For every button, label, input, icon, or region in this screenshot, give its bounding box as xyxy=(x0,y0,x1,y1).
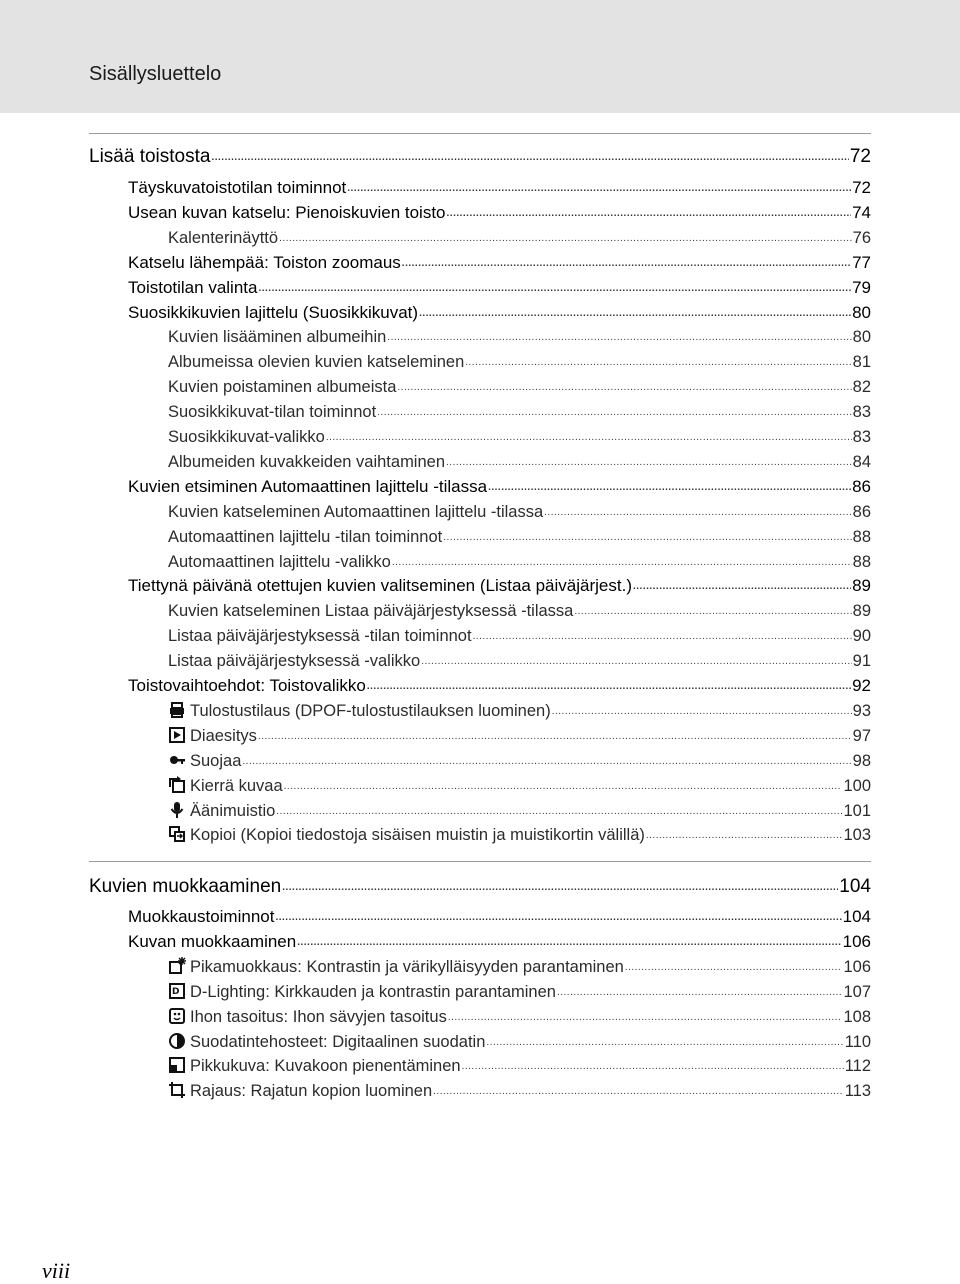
toc-entry-title xyxy=(168,502,543,522)
dot-leader xyxy=(465,356,851,370)
toc-subsection-entry[interactable] xyxy=(168,423,871,447)
dot-leader xyxy=(284,780,843,794)
toc-entry-title xyxy=(168,552,391,572)
toc-section-entry[interactable] xyxy=(128,928,871,952)
toc-subsection-entry[interactable] xyxy=(168,821,871,845)
dot-leader xyxy=(544,506,852,520)
toc-entry-text: Tulostustilaus (DPOF-tulostustilauksen luominen) xyxy=(190,701,551,720)
quick-retouch-icon xyxy=(168,957,186,975)
toc-page-number: 113 xyxy=(844,1082,871,1101)
toc-entry-text: Kuvien katseleminen Automaattinen lajittelu -tilassa xyxy=(168,502,544,521)
toc-entry-text: Listaa päiväjärjestyksessä -tilan toiminnot xyxy=(168,627,472,646)
toc-entry-title xyxy=(168,402,376,422)
toc-page-number: 91 xyxy=(852,652,871,671)
toc-entry-text: Suosikkikuvien lajittelu (Suosikkikuvat) xyxy=(128,302,419,322)
toc-page-number: 112 xyxy=(844,1057,871,1076)
toc-entry-title xyxy=(128,253,401,273)
dot-leader xyxy=(279,232,852,246)
toc-entry-text: Suojaa xyxy=(190,751,242,770)
toc-entry-title xyxy=(168,1032,485,1052)
toc-entry-title xyxy=(89,877,281,897)
dot-leader xyxy=(443,531,851,545)
toc-entry-title xyxy=(89,147,210,167)
dot-leader xyxy=(646,829,843,843)
toc-entry-title xyxy=(168,626,472,646)
toc-page-number: 77 xyxy=(852,252,871,272)
toc-entry-text: Rajaus: Rajatun kopion luominen xyxy=(190,1082,433,1101)
toc-page-number: 83 xyxy=(852,403,871,422)
toc-entry-text: Kuvien muokkaaminen xyxy=(89,876,282,897)
toc-page-number: 107 xyxy=(843,982,871,1001)
dot-leader xyxy=(387,331,851,345)
toc-page-number: 104 xyxy=(839,876,871,897)
toc-page-number: 104 xyxy=(842,907,871,926)
toc-subsection-entry[interactable] xyxy=(168,1028,871,1052)
toc-page-number: 88 xyxy=(852,527,871,546)
toc-page-number: 97 xyxy=(852,726,871,745)
toc-subsection-entry[interactable] xyxy=(168,1003,871,1027)
dot-leader xyxy=(258,730,852,744)
dot-leader xyxy=(447,207,852,221)
toc-subsection-entry[interactable] xyxy=(168,597,871,621)
dot-leader xyxy=(473,630,852,644)
print-order-icon xyxy=(168,701,186,719)
toc-entry-text: Automaattinen lajittelu -tilan toiminnot xyxy=(168,527,443,546)
toc-page-number: 100 xyxy=(843,776,871,795)
dot-leader xyxy=(377,406,851,420)
toc-entry-text: Albumeiden kuvakkeiden vaihtaminen xyxy=(168,452,446,471)
toc-page-number: 83 xyxy=(852,428,871,446)
dot-leader xyxy=(552,705,852,719)
toc-subsection-entry[interactable] xyxy=(168,697,871,721)
toc-subsection-entry[interactable] xyxy=(168,373,871,397)
dot-leader xyxy=(275,911,841,925)
toc-entry-title xyxy=(128,203,446,223)
toc-entry-title xyxy=(128,576,632,596)
toc-entry-text: Pikamuokkaus: Kontrastin ja värikylläisyyden parantaminen xyxy=(190,957,624,976)
toc-page-number: 80 xyxy=(852,328,871,347)
microphone-icon xyxy=(168,801,186,819)
toc-entry-text: Kuvien lisääminen albumeihin xyxy=(168,328,387,347)
section-divider xyxy=(89,133,871,134)
toc-entry-title xyxy=(168,601,573,621)
toc-entry-text: Kopioi (Kopioi tiedostoja sisäisen muistin ja muistikortin välillä) xyxy=(190,826,645,845)
dot-leader xyxy=(421,655,851,669)
section-divider xyxy=(89,861,871,862)
toc-subsection-entry[interactable] xyxy=(168,323,871,347)
toc-subsection-entry[interactable] xyxy=(168,747,871,771)
toc-entry-title xyxy=(128,178,346,198)
toc-entry-text: Äänimuistio xyxy=(190,801,276,820)
toc-entry-text: Albumeissa olevien kuvien katseleminen xyxy=(168,353,465,372)
toc-entry-title xyxy=(168,1056,461,1076)
toc-entry-text: Katselu lähempää: Toiston zoomaus xyxy=(128,252,401,272)
dot-leader xyxy=(462,1060,844,1074)
d-lighting-icon xyxy=(168,982,186,1000)
dot-leader xyxy=(211,151,848,165)
toc-entry-text: Toistovaihtoehdot: Toistovalikko xyxy=(128,676,366,695)
toc-page-number: 72 xyxy=(852,178,871,197)
toc-subsection-entry[interactable] xyxy=(168,722,871,746)
toc-page-number: 88 xyxy=(852,552,871,571)
toc-entry-text: Tiettynä päivänä otettujen kuvien valitseminen (Listaa päiväjärjest.) xyxy=(128,576,632,596)
toc-entry-title xyxy=(168,726,257,746)
page-title: Sisällysluettelo xyxy=(89,63,222,85)
toc-entry-text: Muokkaustoiminnot xyxy=(128,907,275,926)
page-header xyxy=(0,0,960,113)
toc-page-number: 93 xyxy=(852,701,871,720)
toc-entry-title xyxy=(128,278,257,298)
toc-entry-title xyxy=(168,651,420,671)
page-number: viii xyxy=(42,1258,71,1283)
dot-leader xyxy=(392,556,852,570)
toc-subsection-entry[interactable] xyxy=(168,622,871,646)
skin-softening-icon xyxy=(168,1007,186,1025)
dot-leader xyxy=(347,182,851,196)
toc-section-entry[interactable] xyxy=(128,249,871,273)
toc-entry-text: Kierrä kuvaa xyxy=(190,776,283,795)
toc-entry-title xyxy=(128,477,487,497)
toc-page-number: 84 xyxy=(852,452,871,471)
toc-entry-text: Toistotilan valinta xyxy=(128,277,258,297)
toc-entry-title xyxy=(168,776,283,796)
toc-page-number: 89 xyxy=(852,576,871,596)
toc-entry-text: Automaattinen lajittelu -valikko xyxy=(168,552,391,571)
toc-page-number: 106 xyxy=(842,931,871,951)
toc-entry-text: Kuvien poistaminen albumeista xyxy=(168,378,397,397)
svg-text:D: D xyxy=(172,986,180,997)
toc-page-number: 98 xyxy=(852,751,871,770)
copy-icon xyxy=(168,825,186,843)
toc-subsection-entry[interactable] xyxy=(168,978,871,1002)
slideshow-icon xyxy=(168,726,186,744)
toc-entry-text: Pikkukuva: Kuvakoon pienentäminen xyxy=(190,1057,461,1076)
toc-entry-title xyxy=(128,676,366,696)
toc-entry-title xyxy=(168,327,386,347)
toc-entry-title xyxy=(128,303,418,323)
toc-entry-text: Kuvien etsiminen Automaattinen lajittelu -tilassa xyxy=(128,476,488,496)
toc-page-number: 74 xyxy=(852,202,871,222)
toc-page-number: 90 xyxy=(852,627,871,646)
toc-page-number: 72 xyxy=(849,146,871,167)
toc-entry-text: Diaesitys xyxy=(190,726,257,745)
toc-subsection-entry[interactable] xyxy=(168,548,871,572)
toc-subsection-entry[interactable] xyxy=(168,523,871,547)
toc-entry-title xyxy=(168,377,396,397)
dot-leader xyxy=(488,481,851,495)
toc-entry-text: Lisää toistosta xyxy=(89,146,211,167)
toc-page-number: 86 xyxy=(852,476,871,496)
toc-page-number: 76 xyxy=(852,228,871,247)
toc-page-number: 79 xyxy=(852,277,871,297)
toc-subsection-entry[interactable] xyxy=(168,1052,871,1076)
toc-entry-title xyxy=(168,352,464,372)
toc-entry-text: Listaa päiväjärjestyksessä -valikko xyxy=(168,652,421,671)
toc-entry-title xyxy=(168,427,325,447)
toc-entry-text: Ihon tasoitus: Ihon sävyjen tasoitus xyxy=(190,1007,447,1026)
dot-leader xyxy=(433,1085,844,1099)
dot-leader xyxy=(397,381,851,395)
toc-page-number: 89 xyxy=(852,602,871,621)
toc-subsection-entry[interactable] xyxy=(168,797,871,821)
dot-leader xyxy=(633,580,851,594)
toc-subsection-entry[interactable] xyxy=(168,348,871,372)
small-picture-icon xyxy=(168,1056,186,1074)
dot-leader xyxy=(276,805,842,819)
toc-subsection-entry[interactable] xyxy=(168,498,871,522)
toc-entry-text: Kuvan muokkaaminen xyxy=(128,931,297,951)
toc-entry-text: Suodatintehosteet: Digitaalinen suodatin xyxy=(190,1032,486,1051)
crop-icon xyxy=(168,1081,186,1099)
dot-leader xyxy=(242,755,851,769)
toc-entry-text: Suosikkikuvat-valikko xyxy=(168,428,325,446)
dot-leader xyxy=(367,680,851,694)
toc-entry-title xyxy=(168,701,551,721)
toc-page-number: 110 xyxy=(844,1032,871,1051)
toc-subsection-entry[interactable] xyxy=(168,647,871,671)
rotate-image-icon xyxy=(168,776,186,794)
toc-page-number: 101 xyxy=(843,801,871,820)
toc-subsection-entry[interactable] xyxy=(168,1077,871,1101)
key-protect-icon xyxy=(168,751,186,769)
toc-section-entry[interactable] xyxy=(128,572,871,596)
dot-leader xyxy=(258,282,851,296)
toc-section-entry[interactable] xyxy=(128,274,871,298)
toc-section-entry[interactable] xyxy=(128,199,871,223)
dot-leader xyxy=(486,1036,843,1050)
dot-leader xyxy=(282,881,838,895)
dot-leader xyxy=(574,605,851,619)
toc-subsection-entry[interactable] xyxy=(168,772,871,796)
dot-leader xyxy=(297,936,841,950)
toc-entry-title xyxy=(168,1081,432,1101)
toc-entry-title xyxy=(128,932,296,952)
toc-entry-title xyxy=(128,907,274,927)
toc-entry-text: Kalenterinäyttö xyxy=(168,228,279,247)
toc-entry-title xyxy=(168,228,278,248)
toc-entry-title xyxy=(168,527,442,547)
toc-entry-title xyxy=(168,452,445,472)
toc-subsection-entry[interactable] xyxy=(168,448,871,472)
dot-leader xyxy=(446,456,852,470)
dot-leader xyxy=(419,307,851,321)
toc-entry-title xyxy=(168,982,556,1002)
dot-leader xyxy=(402,257,851,271)
toc-entry-text: Usean kuvan katselu: Pienoiskuvien toisto xyxy=(128,202,446,222)
toc-section-entry[interactable] xyxy=(128,903,871,927)
filter-effects-icon xyxy=(168,1032,186,1050)
toc-chapter-heading[interactable] xyxy=(89,873,871,897)
toc-subsection-entry[interactable] xyxy=(168,953,871,977)
toc-section-entry[interactable] xyxy=(128,174,871,198)
toc-page-number: 106 xyxy=(843,957,871,976)
toc-subsection-entry[interactable] xyxy=(168,224,871,248)
toc-entry-text: Kuvien katseleminen Listaa päiväjärjestyksessä -tilassa xyxy=(168,602,574,621)
toc-subsection-entry[interactable] xyxy=(168,398,871,422)
toc-section-entry[interactable] xyxy=(128,672,871,696)
toc-page-number: 81 xyxy=(852,353,871,372)
toc-page-number: 80 xyxy=(852,302,871,322)
toc-entry-text: D-Lighting: Kirkkauden ja kontrastin parantaminen xyxy=(190,982,556,1001)
toc-entry-title xyxy=(168,1007,447,1027)
toc-page-number: 103 xyxy=(843,826,871,845)
toc-page-number: 86 xyxy=(852,502,871,521)
dot-leader xyxy=(557,986,843,1000)
toc-section-entry[interactable] xyxy=(128,473,871,497)
toc-entry-title xyxy=(168,801,275,821)
toc-entry-title xyxy=(168,751,241,771)
toc-entry-title xyxy=(168,825,645,845)
dot-leader xyxy=(326,431,852,445)
dot-leader xyxy=(448,1011,843,1025)
toc-chapter-heading[interactable] xyxy=(89,143,871,167)
toc-entry-title xyxy=(168,957,624,977)
toc-page-number: 92 xyxy=(852,676,871,695)
toc-entry-text: Suosikkikuvat-tilan toiminnot xyxy=(168,403,377,422)
dot-leader xyxy=(625,961,843,975)
toc-page-number: 82 xyxy=(852,378,871,397)
toc-page-number: 108 xyxy=(843,1007,871,1026)
toc-section-entry[interactable] xyxy=(128,299,871,323)
toc-entry-text: Täyskuvatoistotilan toiminnot xyxy=(128,178,347,197)
